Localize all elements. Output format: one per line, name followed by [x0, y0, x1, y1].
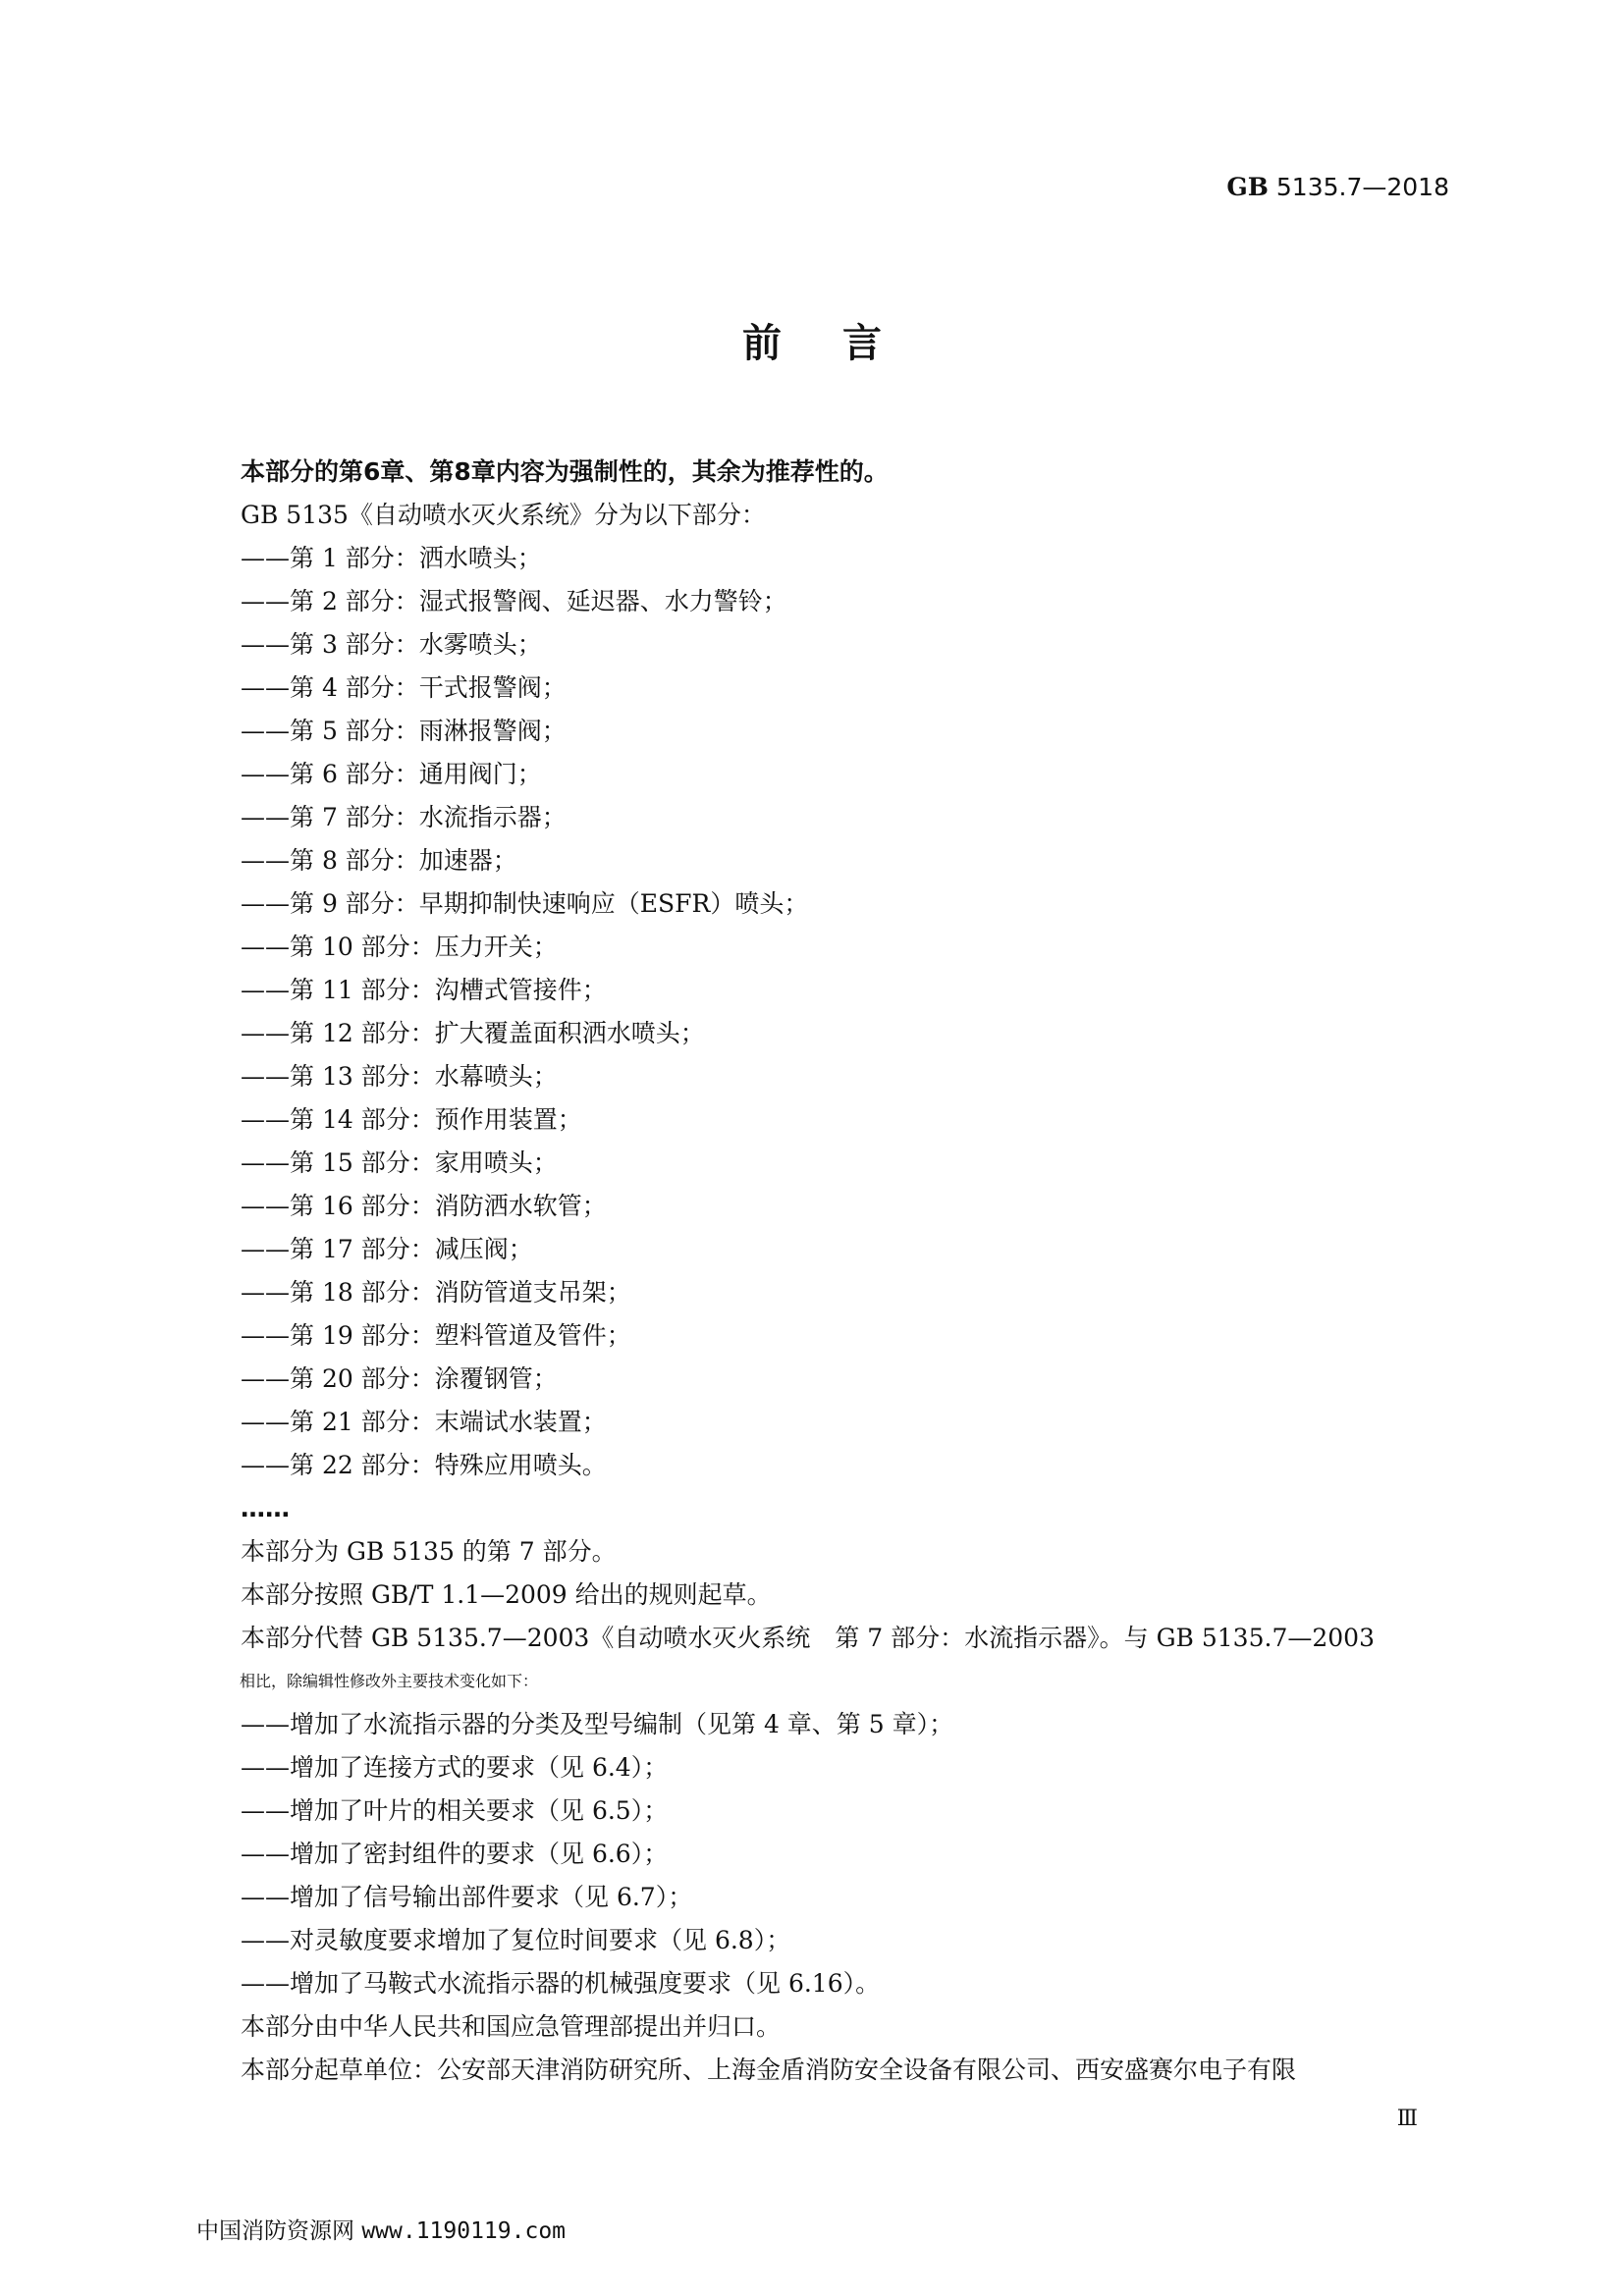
list-item: ——第 9 部分：早期抑制快速响应（ESFR）喷头；: [241, 889, 809, 918]
list-item: ——第 22 部分：特殊应用喷头。: [241, 1451, 607, 1479]
list-item: ——第 15 部分：家用喷头；: [241, 1148, 558, 1177]
change-item: ——增加了水流指示器的分类及型号编制（见第 4 章、第 5 章）；: [241, 1710, 954, 1738]
footer-url: www.1190119.com: [361, 2218, 567, 2244]
list-item: ——第 14 部分：预作用装置；: [241, 1105, 582, 1134]
body-line: GB 5135《自动喷水灭火系统》分为以下部分：: [241, 501, 766, 529]
change-item: ——增加了叶片的相关要求（见 6.5）；: [241, 1796, 669, 1825]
page-number: Ⅲ: [1396, 2107, 1418, 2131]
change-item: ——增加了密封组件的要求（见 6.6）；: [241, 1840, 669, 1868]
list-item: ——第 13 部分：水幕喷头；: [241, 1062, 558, 1091]
mandatory-statement: 本部分的第6章、第8章内容为强制性的，其余为推荐性的。: [241, 457, 889, 486]
document-code: [1226, 173, 1449, 201]
list-item: ——第 8 部分：加速器；: [241, 846, 517, 875]
list-item: ——第 12 部分：扩大覆盖面积洒水喷头；: [241, 1019, 705, 1047]
list-item: ——第 7 部分：水流指示器；: [241, 803, 567, 831]
list-item: ——第 18 部分：消防管道支吊架；: [241, 1278, 631, 1307]
ellipsis: ……: [241, 1494, 290, 1522]
list-item: ——第 20 部分：涂覆钢管；: [241, 1364, 558, 1393]
body-text: [241, 451, 1450, 2092]
list-item: ——第 19 部分：塑料管道及管件；: [241, 1321, 631, 1350]
list-item: ——第 1 部分：洒水喷头；: [241, 544, 542, 572]
body-line: 本部分代替 GB 5135.7—2003《自动喷水灭火系统 第 7 部分：水流指示器》。与 GB 5135.7—2003: [241, 1624, 1375, 1652]
list-item: ——第 4 部分：干式报警阀；: [241, 673, 567, 702]
page-title: 前言: [742, 321, 943, 366]
change-item: ——增加了马鞍式水流指示器的机械强度要求（见 6.16）。: [241, 1969, 881, 1998]
body-line: 本部分起草单位：公安部天津消防研究所、上海金盾消防安全设备有限公司、西安盛赛尔电子有限: [241, 2056, 1297, 2084]
list-item: ——第 10 部分：压力开关；: [241, 933, 558, 961]
standard-prefix: GB: [1226, 173, 1269, 201]
body-line: 本部分为 GB 5135 的第 7 部分。: [241, 1537, 617, 1566]
footer: [196, 2213, 566, 2245]
change-item: ——增加了连接方式的要求（见 6.4）；: [241, 1753, 669, 1782]
body-line: 相比，除编辑性修改外主要技术变化如下：: [240, 1672, 539, 1690]
footer-site-name: 中国消防资源网: [196, 2218, 354, 2244]
body-line: 本部分按照 GB/T 1.1—2009 给出的规则起草。: [241, 1580, 772, 1609]
list-item: ——第 21 部分：末端试水装置；: [241, 1408, 607, 1436]
list-item: ——第 11 部分：沟槽式管接件；: [241, 976, 607, 1004]
list-item: ——第 2 部分：湿式报警阀、延迟器、水力警铃；: [241, 587, 787, 615]
list-item: ——第 6 部分：通用阀门；: [241, 760, 542, 788]
list-item: ——第 17 部分：减压阀；: [241, 1235, 533, 1263]
change-item: ——增加了信号输出部件要求（见 6.7）；: [241, 1883, 693, 1911]
list-item: ——第 16 部分：消防洒水软管；: [241, 1192, 607, 1220]
standard-number: 5135.7—2018: [1275, 173, 1449, 201]
list-item: ——第 3 部分：水雾喷头；: [241, 630, 542, 659]
body-line: 本部分由中华人民共和国应急管理部提出并归口。: [241, 2012, 782, 2041]
list-item: ——第 5 部分：雨淋报警阀；: [241, 717, 567, 745]
change-item: ——对灵敏度要求增加了复位时间要求（见 6.8）；: [241, 1926, 791, 1954]
